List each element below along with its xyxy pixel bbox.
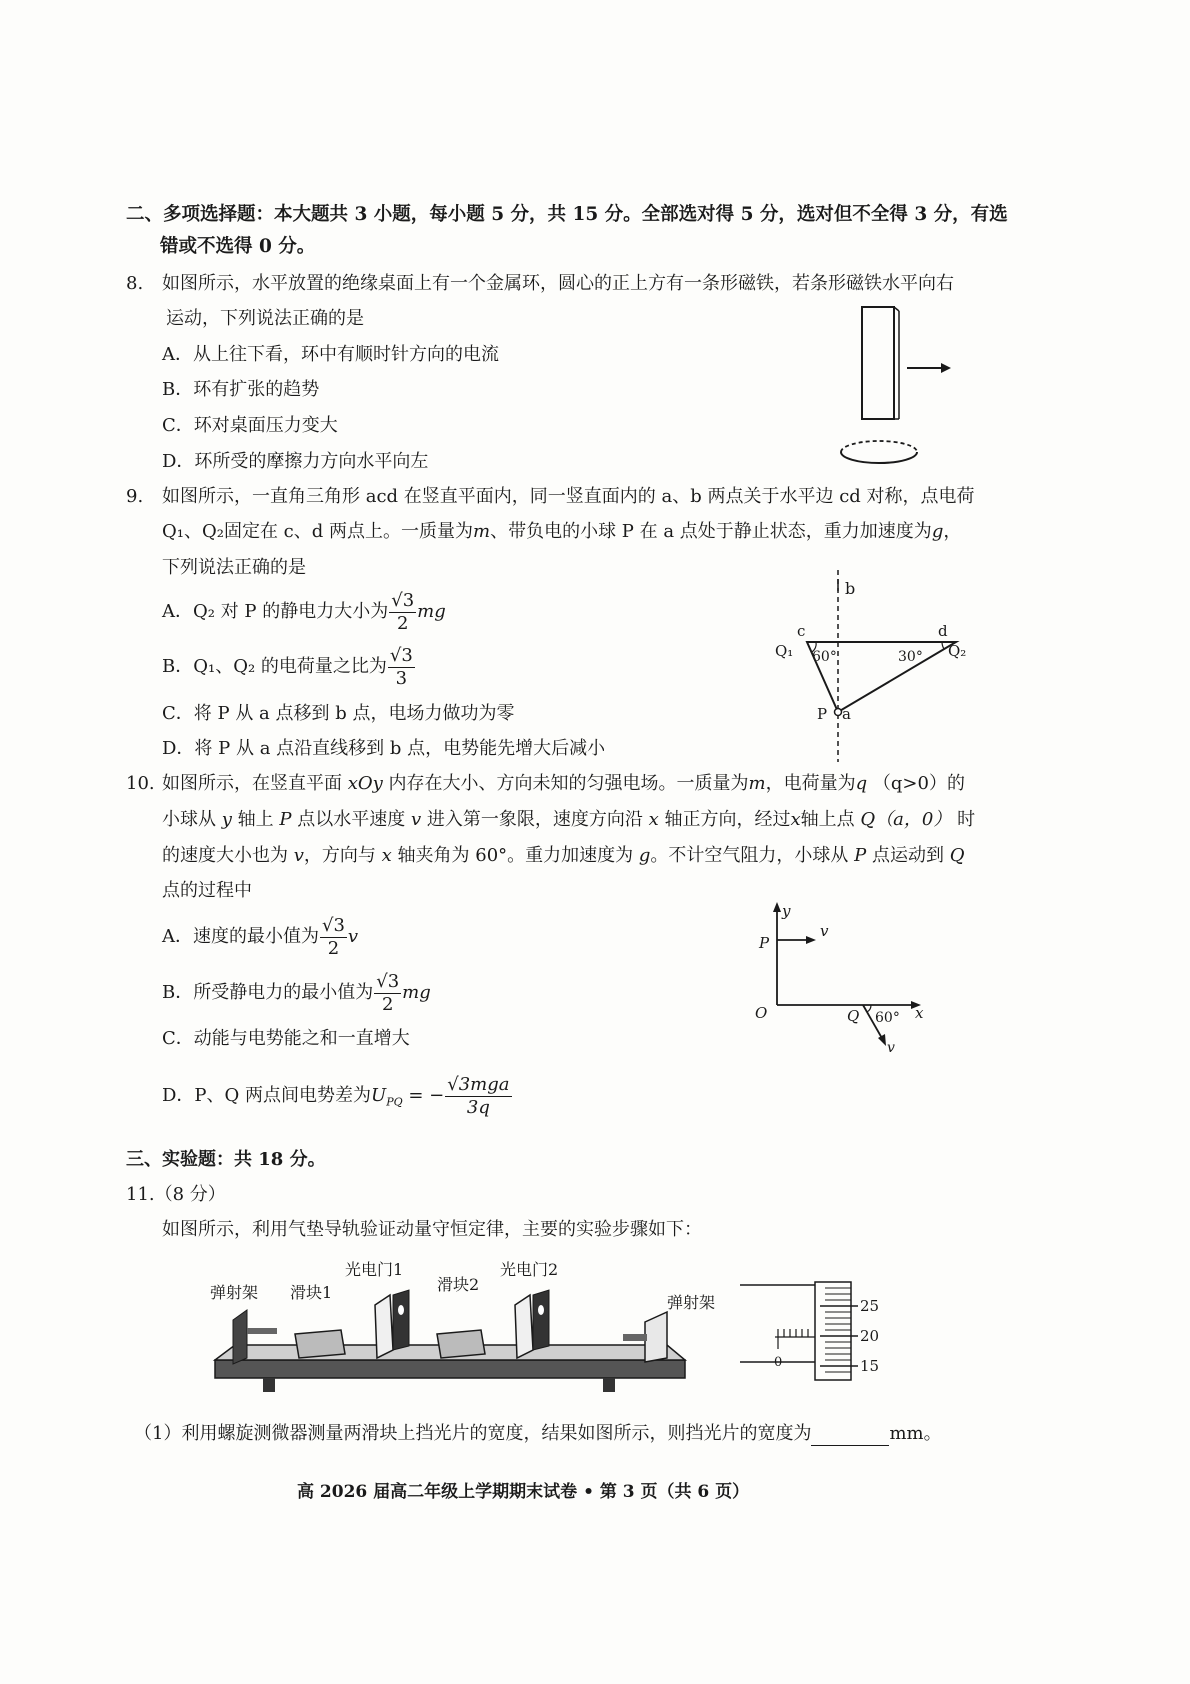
air-track-figure — [205, 1250, 735, 1400]
q8-figure — [835, 305, 965, 470]
angle-c-label: 60° — [812, 649, 837, 665]
charge-p — [835, 709, 842, 716]
metal-ring — [841, 441, 917, 463]
q9-figure — [770, 570, 980, 765]
angle-d-label: 30° — [898, 649, 923, 665]
label-x: x — [915, 1004, 924, 1022]
label-p: P — [759, 934, 770, 952]
q9-option-a: A．Q₂ 对 P 的静电力大小为 $\frac{√3}{2}$ mg — [162, 589, 446, 634]
q9-number: 9. — [126, 486, 144, 507]
q8-stem-line1: 如图所示，水平放置的绝缘桌面上有一个金属环，圆心的正上方有一条形磁铁，若条形磁铁水平向右 — [162, 273, 954, 294]
micrometer-zero: 0 — [774, 1355, 783, 1370]
section2-heading-line2: 错或不选得 0 分。 — [160, 236, 316, 257]
q9-stem-line3: 下列说法正确的是 — [162, 557, 306, 578]
q9-option-d: D．将 P 从 a 点沿直线移到 b 点，电势能先增大后减小 — [162, 738, 606, 759]
q10-figure — [755, 900, 935, 1060]
q8-option-d: D．环所受的摩擦力方向水平向左 — [162, 451, 429, 472]
q9-stem-line2: Q₁、Q₂固定在 c、d 两点上。一质量为m、带负电的小球 P 在 a 点处于静止状态，重力加速度为g， — [162, 521, 962, 542]
q9-option-c: C．将 P 从 a 点移到 b 点，电场力做功为零 — [162, 703, 515, 724]
fraction: $\frac{√3}{3}$ — [389, 644, 413, 689]
q10-option-c: C．动能与电势能之和一直增大 — [162, 1028, 410, 1049]
q8-option-c: C．环对桌面压力变大 — [162, 415, 338, 436]
fraction: $\frac{√3}{2}$ — [391, 589, 415, 634]
label-c: c — [797, 622, 806, 640]
micrometer-tick-15: 15 — [860, 1357, 880, 1375]
thimble-scale — [820, 1288, 858, 1372]
q9-stem-line1: 如图所示，一直角三角形 acd 在竖直平面内，同一竖直面内的 a、b 两点关于水平边 cd 对称，点电荷 — [162, 486, 975, 507]
label-q: Q — [847, 1007, 860, 1025]
angle-label: 60° — [875, 1010, 900, 1026]
label-q1: Q₁ — [775, 642, 794, 660]
label-b: b — [845, 579, 856, 598]
fraction: $\frac{√3}{2}$ — [376, 970, 400, 1015]
q8-option-b: B．环有扩张的趋势 — [162, 379, 320, 400]
label-gate2: 光电门2 — [500, 1260, 559, 1279]
q10-option-d: D．P、Q 两点间电势差为$U_{PQ}$ = − $\frac{\text{√3mga}}{3q}$ — [162, 1073, 510, 1118]
slider2 — [437, 1330, 485, 1358]
fraction: $\frac{\text{√3mga}}{3q}$ — [447, 1073, 510, 1118]
answer-blank[interactable] — [811, 1427, 889, 1446]
label-v1: v — [820, 922, 829, 940]
label-p: P — [817, 705, 828, 723]
label-launcher-left: 弹射架 — [210, 1283, 259, 1302]
label-o: O — [755, 1004, 768, 1022]
micrometer-tick-25: 25 — [860, 1297, 880, 1315]
slider1 — [295, 1330, 345, 1358]
fraction: $\frac{√3}{2}$ — [322, 914, 345, 959]
label-a: a — [842, 705, 851, 723]
q10-line4: 点的过程中 — [162, 880, 252, 901]
label-v2: v — [887, 1040, 895, 1056]
page-footer: 高 2026 届高二年级上学期期末试卷 • 第 3 页（共 6 页） — [297, 1482, 750, 1502]
q8-option-a: A．从上往下看，环中有顺时针方向的电流 — [162, 344, 499, 365]
q11-intro: 如图所示，利用气垫导轨验证动量守恒定律，主要的实验步骤如下： — [162, 1219, 702, 1240]
q10-number: 10. — [126, 773, 155, 794]
bar-magnet — [862, 307, 899, 419]
label-slider2: 滑块2 — [437, 1275, 480, 1294]
q11-part1: （1）利用螺旋测微器测量两滑块上挡光片的宽度，结果如图所示，则挡光片的宽度为 mm。 — [134, 1423, 942, 1444]
section3-heading: 三、实验题：共 18 分。 — [126, 1149, 326, 1170]
micrometer-tick-20: 20 — [860, 1327, 880, 1345]
label-gate1: 光电门1 — [345, 1260, 404, 1279]
label-slider1: 滑块1 — [290, 1283, 333, 1302]
label-y: y — [782, 902, 791, 920]
micrometer-figure — [740, 1282, 890, 1392]
q10-option-b: B．所受静电力的最小值为 $\frac{√3}{2}$ mg — [162, 970, 431, 1015]
q8-number: 8. — [126, 273, 144, 294]
q10-option-a: A．速度的最小值为 $\frac{√3}{2}$ v — [162, 914, 359, 959]
q8-stem-line2: 运动，下列说法正确的是 — [166, 308, 364, 329]
label-q2: Q₂ — [948, 642, 967, 660]
q10-line3: 的速度大小也为 v，方向与 x 轴夹角为 60°。重力加速度为 g。不计空气阻力，小球从 P 点运动到 Q — [162, 845, 965, 866]
label-d: d — [938, 622, 948, 640]
q10-line2: 小球从 y 轴上 P 点以水平速度 v 进入第一象限，速度方向沿 x 轴正方向，经过x轴上点 Q（a，0） 时 — [162, 809, 976, 830]
right-arrow-icon — [907, 363, 951, 373]
section2-heading-line1: 二、多项选择题：本大题共 3 小题，每小题 5 分，共 15 分。全部选对得 5 分，选对但不全得 3 分，有选 — [126, 204, 1008, 225]
label-launcher-right: 弹射架 — [667, 1293, 716, 1312]
q10-line1: 如图所示，在竖直平面 xOy 内存在大小、方向未知的匀强电场。一质量为m，电荷量为q （q>0）的 — [162, 773, 965, 794]
q11-number: 11.（8 分） — [126, 1184, 226, 1205]
q9-option-b: B．Q₁、Q₂ 的电荷量之比为 $\frac{√3}{3}$ — [162, 644, 413, 689]
